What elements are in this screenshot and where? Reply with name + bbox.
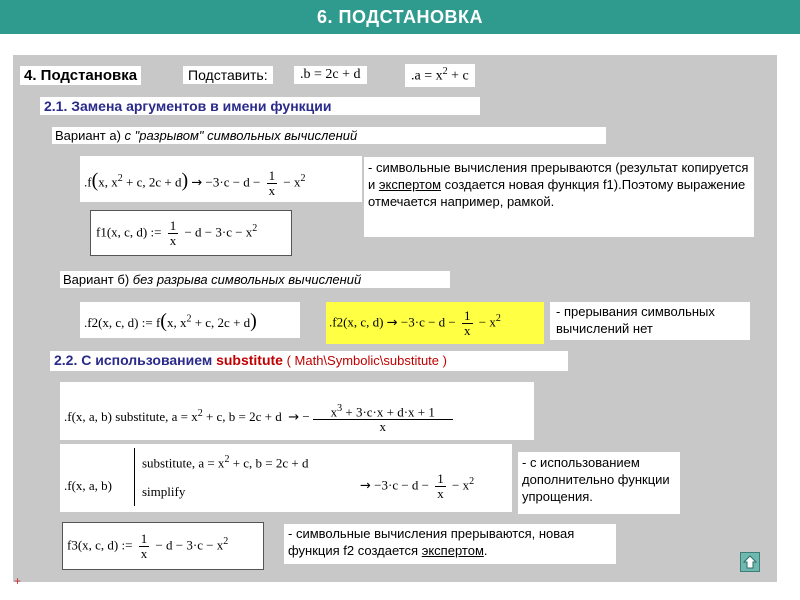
formula-4-line2: simplify — [142, 484, 186, 499]
slide-title: 6. ПОДСТАНОВКА — [0, 0, 800, 34]
operator-bar — [134, 448, 135, 506]
plus-marker-icon: + — [14, 574, 22, 588]
formula-4-lhs: .f(x, a, b) — [64, 478, 113, 493]
note-simplify: - с использованием дополнительно функции упрощения. — [518, 452, 680, 514]
section-4-title: 4. Подстановка — [20, 66, 141, 85]
formula-4-result: → −3·c − d − $\frac{1}{x}$ − $x^2$ — [360, 471, 475, 501]
f3-definition[interactable]: f3(x, c, d) := $\frac{1}{x}$ − $d - 3\cdot c - x^2$ — [62, 522, 264, 570]
f1-definition[interactable]: f1(x, c, d) := $\frac{1}{x}$ − $d - 3\cdot c - x^2$ — [90, 210, 292, 256]
note-symbolic-interrupted: - символьные вычисления прерываются (результат копируется и экспертом создается новая функция f1).Поэтому выражение отмечается например, рамкой. — [364, 157, 754, 237]
expr-a: $.a = x^2 + c$ — [405, 64, 475, 87]
formula-f2-definition[interactable]: .f2(x, c, d) := f(x, $x^2 + c$, 2c + d) — [80, 302, 300, 338]
section-22-title: 2.2. С использованием substitute ( Math\Symbolic\substitute ) — [50, 351, 568, 371]
formula-f-substitution[interactable]: .f(x, $x^2 + c$, 2c + d) → −3·c − d − $\frac{1}{x}$ − $x^2$ — [80, 156, 362, 202]
section-21-title: 2.1. Замена аргументов в имени функции — [40, 97, 480, 115]
expr-b: .b = 2c + d — [294, 66, 367, 84]
formula-4-line1: substitute, $a = x^2 + c$, b = 2c + d — [142, 454, 309, 471]
formula-substitute[interactable]: .f(x, a, b) substitute, $a = x^2 + c$, b = 2c + d → − $\frac{x^3 + 3\cdot c\cdot x + d\cdot x + 1}{x}$ — [60, 382, 534, 440]
variant-a-label: Вариант а) с "разрывом" символьных вычислений — [52, 127, 606, 144]
formula-f2-result[interactable]: .f2(x, c, d) → −3·c − d − $\frac{1}{x}$ − $x^2$ — [326, 302, 544, 344]
formula-substitute-simplify[interactable] — [60, 444, 512, 512]
substitute-label: Подставить: — [183, 66, 273, 84]
home-arrow-icon[interactable] — [740, 552, 760, 572]
note-no-interruption: - прерывания символьных вычислений нет — [550, 302, 750, 340]
note-expert: - символьные вычисления прерываются, новая функция f2 создается экспертом. — [284, 524, 616, 564]
variant-b-label: Вариант б) без разрыва символьных вычислений — [60, 271, 450, 288]
